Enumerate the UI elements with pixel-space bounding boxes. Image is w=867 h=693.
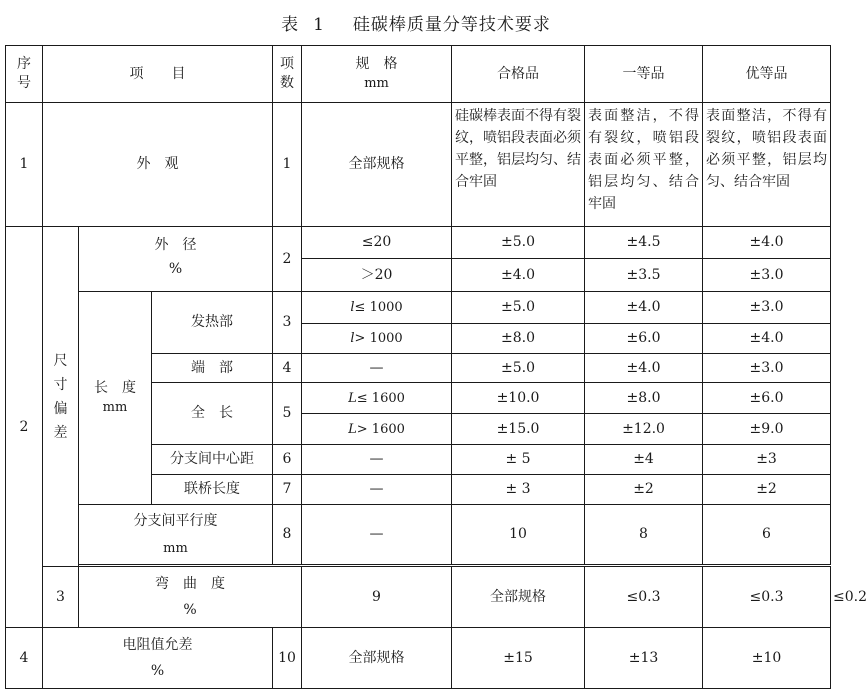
row-spec: L≤ 1600 [302, 383, 452, 414]
row-count: 5 [273, 383, 302, 445]
cell-pass: ±10.0 [452, 383, 585, 414]
cell-pass: ±8.0 [452, 324, 585, 354]
row-spec: — [302, 505, 452, 565]
table-row [6, 103, 831, 227]
row-seq: 3 [43, 567, 79, 628]
row-spec: — [302, 445, 452, 475]
table-title [0, 10, 832, 35]
cell-top: ±10 [703, 628, 831, 689]
table-row [6, 505, 831, 565]
table-title-prefix: 表 [281, 15, 300, 35]
table-title-number: 1 [313, 15, 325, 35]
row-spec: L> 1600 [302, 414, 452, 445]
table-row [6, 628, 831, 689]
cell-first: ±3.5 [585, 259, 703, 292]
cell-top: ±4.0 [703, 227, 831, 259]
row-item: 全 长 [152, 383, 273, 445]
row-count: 10 [273, 628, 302, 689]
row-count: 2 [273, 227, 302, 292]
row-count: 8 [273, 505, 302, 565]
cell-top: 表面整洁，不得有裂纹，喷铝段表面必须平整，铝层均匀、结合牢固 [703, 103, 831, 227]
cell-first: 8 [585, 505, 703, 565]
cell-pass: ±5.0 [452, 292, 585, 324]
cell-first: ±12.0 [585, 414, 703, 445]
length-label: 长 度 mm [79, 292, 152, 505]
cell-first: ±4.0 [585, 354, 703, 383]
row-item: 发热部 [152, 292, 273, 354]
cell-top: ±3.0 [703, 292, 831, 324]
cell-top: ±9.0 [703, 414, 831, 445]
cell-pass: ≤0.3 [585, 567, 703, 628]
header-item: 项 目 [43, 46, 273, 103]
row-count: 3 [273, 292, 302, 354]
cell-pass: 硅碳棒表面不得有裂纹，喷铝段表面必须平整，铝层均匀、结合牢固 [452, 103, 585, 227]
header-grade-top: 优等品 [703, 46, 831, 103]
header-grade-pass: 合格品 [452, 46, 585, 103]
row-seq: 4 [6, 628, 43, 689]
table-row [6, 292, 831, 324]
quality-grade-table [5, 45, 867, 689]
cell-first: ±4.5 [585, 227, 703, 259]
cell-pass: ±15 [452, 628, 585, 689]
cell-top: 6 [703, 505, 831, 565]
row-count: 6 [273, 445, 302, 475]
header-row [6, 46, 831, 103]
row-item: 弯 曲 度 % [79, 567, 302, 628]
row-spec: ≤20 [302, 227, 452, 259]
table-row [6, 227, 831, 259]
cell-first: 表面整洁，不得有裂纹，喷铝段表面必须平整，铝层均匀、结合牢固 [585, 103, 703, 227]
header-count: 项 数 [273, 46, 302, 103]
row-item: 联桥长度 [152, 475, 273, 505]
cell-top: ±3.0 [703, 259, 831, 292]
cell-pass: ± 3 [452, 475, 585, 505]
row-spec: — [302, 475, 452, 505]
table-row: 3 弯 曲 度 % 9 全部规格 ≤0.3 ≤0.3 ≤0.2 [6, 567, 831, 628]
row-spec: — [302, 354, 452, 383]
row-item: 分支间中心距 [152, 445, 273, 475]
row-item: 分支间平行度 mm [79, 505, 273, 565]
cell-pass: ±5.0 [452, 227, 585, 259]
cell-first: ±4.0 [585, 292, 703, 324]
table-title-text: 硅碳棒质量分等技术要求 [352, 15, 551, 35]
row-item: 外 径 % [79, 227, 273, 292]
row-spec: ＞20 [302, 259, 452, 292]
cell-first: ≤0.3 [703, 567, 831, 628]
size-deviation-label: 尺寸偏差 [43, 227, 79, 567]
row-spec: l≤ 1000 [302, 292, 452, 324]
header-spec: 规 格 mm [302, 46, 452, 103]
row-spec: 全部规格 [302, 628, 452, 689]
row-count: 1 [273, 103, 302, 227]
header-seq: 序 号 [6, 46, 43, 103]
cell-top: ±6.0 [703, 383, 831, 414]
header-grade-first: 一等品 [585, 46, 703, 103]
cell-top: ±2 [703, 475, 831, 505]
row-count: 9 [302, 567, 452, 628]
row-item: 电阻值允差 % [43, 628, 273, 689]
cell-first: ±2 [585, 475, 703, 505]
cell-first: ±6.0 [585, 324, 703, 354]
row-item: 端 部 [152, 354, 273, 383]
cell-pass: ±15.0 [452, 414, 585, 445]
cell-first: ±4 [585, 445, 703, 475]
cell-first: ±8.0 [585, 383, 703, 414]
row-count: 4 [273, 354, 302, 383]
cell-top: ±3 [703, 445, 831, 475]
row-spec: l> 1000 [302, 324, 452, 354]
cell-first: ±13 [585, 628, 703, 689]
row-spec: 全部规格 [302, 103, 452, 227]
row-spec: 全部规格 [452, 567, 585, 628]
row-item: 外 观 [43, 103, 273, 227]
row-seq: 2 [6, 227, 43, 628]
cell-pass: ±4.0 [452, 259, 585, 292]
cell-pass: ±5.0 [452, 354, 585, 383]
cell-pass: ± 5 [452, 445, 585, 475]
cell-top: ±3.0 [703, 354, 831, 383]
cell-pass: 10 [452, 505, 585, 565]
row-count: 7 [273, 475, 302, 505]
cell-top: ±4.0 [703, 324, 831, 354]
row-seq: 1 [6, 103, 43, 227]
